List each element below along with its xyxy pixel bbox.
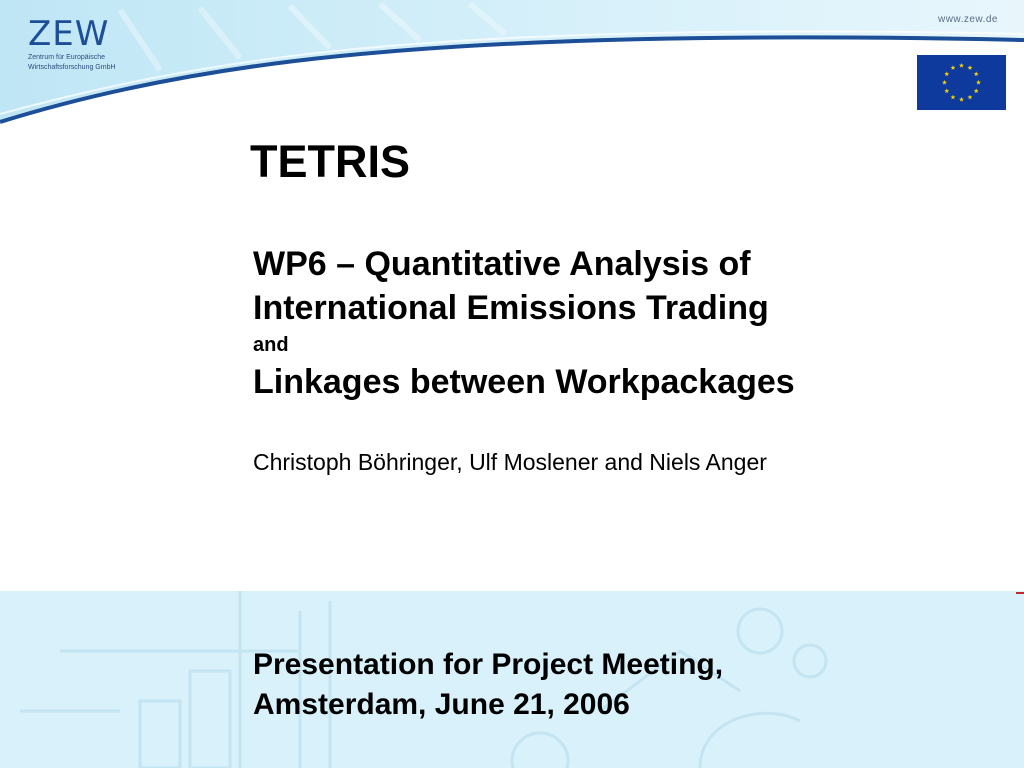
header-swoosh [0,0,1024,130]
logo-subtitle-line2: Wirtschaftsforschung GmbH [28,64,116,71]
presentation-line-1: Presentation for Project Meeting, [253,648,724,681]
logo-wordmark: ZEW [28,14,110,54]
page-title: TETRIS [250,136,411,187]
presentation-info [253,645,723,725]
accent-mark [1016,592,1024,594]
subtitle-line-2: International Emissions Trading [253,289,769,327]
zew-logo [28,16,116,72]
subtitle-line-1: WP6 – Quantitative Analysis of [253,245,751,283]
authors: Christoph Böhringer, Ulf Moslener and Niels Anger [253,449,767,475]
eu-flag-icon [917,55,1006,110]
subtitle-connector: and [253,334,289,356]
website-url: www.zew.de [937,14,998,25]
subtitle-line-3: Linkages between Workpackages [253,363,795,401]
logo-subtitle-line1: Zentrum für Europäische [28,54,106,61]
subtitle-block [253,242,953,404]
presentation-line-2: Amsterdam, June 21, 2006 [253,688,630,721]
